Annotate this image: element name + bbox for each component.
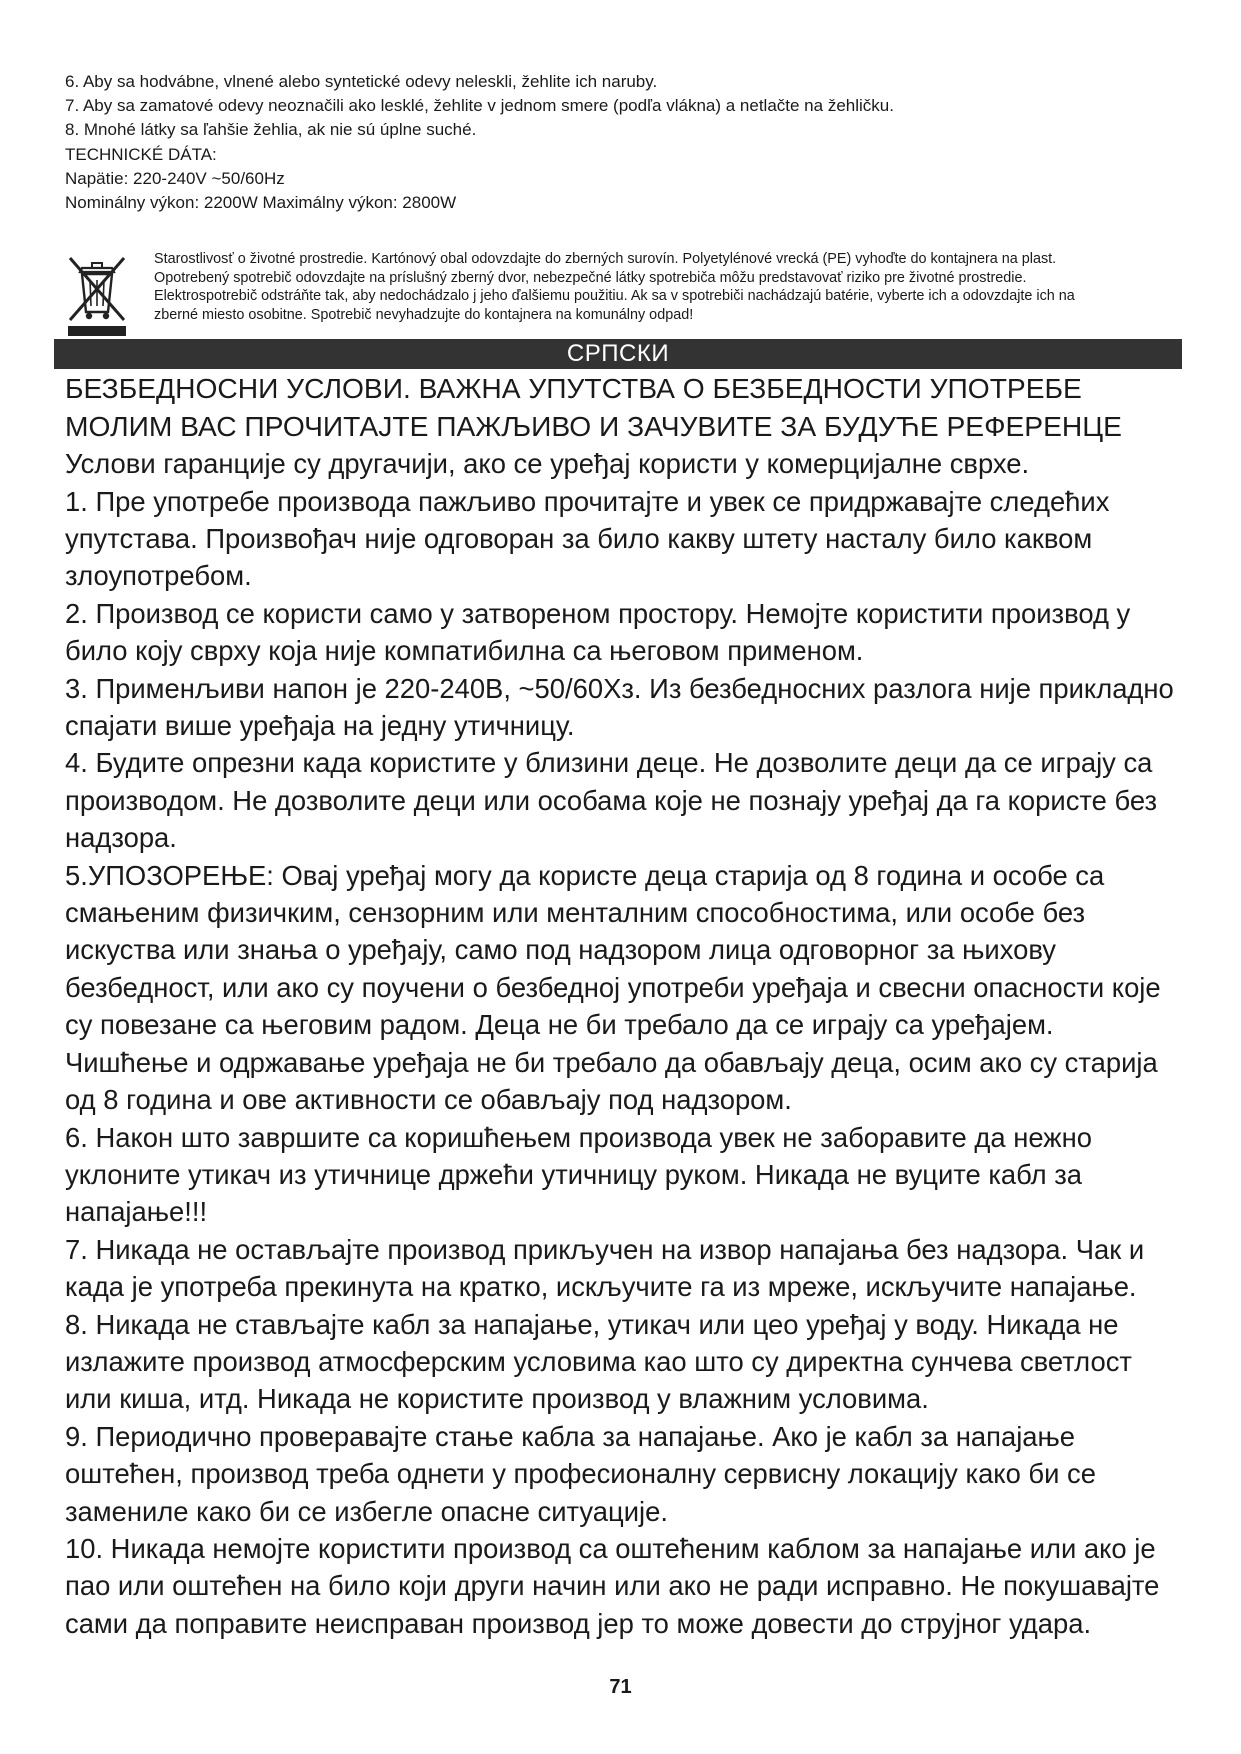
environment-line: Opotrebený spotrebič odovzdajte na príslušný zberný dvor, nebezpečné látky spotrebiča môžu predstavovať riziko pre životné prostredie. — [154, 269, 1027, 286]
instruction-line: спајати више уређаја на једну утичницу. — [65, 710, 575, 742]
slovak-line: 6. Aby sa hodvábne, vlnené alebo syntetické odevy neleskli, žehlite ich naruby. — [65, 72, 658, 91]
section-heading: МОЛИМ ВАС ПРОЧИТАЈТЕ ПАЖЉИВО И ЗАЧУВИТЕ ЗА БУДУЋЕ РЕФЕРЕНЦЕ — [65, 409, 1122, 442]
instruction-line: напајање!!! — [65, 1196, 208, 1228]
instruction-line: 2. Производ се користи само у затвореном простору. Немојте користити производ у — [65, 597, 1131, 629]
instruction-line: надзора. — [65, 822, 177, 854]
instruction-line: 4. Будите опрезни када користите у близини деце. Не дозволите деци да се играју са — [65, 747, 1153, 779]
instruction-line: смањеним физичким, сензорним или менталним способностима, или особе без — [65, 897, 1086, 929]
environment-line: Elektrospotrebič odstráňte tak, aby nedochádzalo j jeho ďalšiemu použitiu. Ak sa v spotrebiči nachádzajú batérie, vyberte ich a odovzdajte ich na — [154, 288, 1075, 305]
instruction-line: Услови гаранције су другачији, ако се уређај користи у комерцијалне сврхе. — [65, 448, 1030, 480]
instruction-line: 5.УПОЗОРЕЊЕ: Овај уређај могу да користе деца старија од 8 година и особе са — [65, 859, 1105, 891]
crossed-out-wheelie-bin-icon — [62, 250, 132, 338]
instruction-line: када је употреба прекинута на кратко, искључите га из мреже, искључите напајање. — [65, 1271, 1137, 1303]
instruction-line: излажите производ атмосферским условима као што су директна сунчева светлост — [65, 1345, 1132, 1377]
slovak-line: 7. Aby sa zamatové odevy neoznačili ako lesklé, žehlite v jednom smere (podľa vlákna) a netlačte na žehličku. — [65, 96, 894, 116]
instruction-line: производом. Не дозволите деци или особама које не познају уређај да га користе без — [65, 784, 1158, 816]
slovak-line: 8. Mnohé látky sa ľahšie žehlia, ak nie sú úplne suché. — [65, 120, 477, 140]
environment-notice — [58, 248, 1188, 338]
instruction-line: пао или оштећен на било који други начин или ако не ради исправно. Не покушавајте — [65, 1570, 1160, 1602]
instruction-line: оштећен, производ треба однети у професионалну сервисну локацију како би се — [65, 1458, 1096, 1490]
instruction-line: искуства или знања о уређају, само под надзором лица одговорног за њихову — [65, 934, 1056, 966]
voltage-spec: Napätie: 220-240V ~50/60Hz — [65, 168, 285, 188]
instruction-line: 10. Никада немојте користити производ са оштећеним каблом за напајање или ако је — [65, 1532, 1156, 1564]
instruction-line: 7. Никада не остављајте производ прикључен на извор напајања без надзора. Чак и — [65, 1233, 1145, 1265]
instruction-line: 3. Применљиви напон је 220-240В, ~50/60Хз. Из безбедносних разлога није прикладно — [65, 672, 1174, 704]
instruction-line: сами да поправите неисправан производ јер то може довести до струјног удара. — [65, 1607, 1092, 1639]
instruction-line: 8. Никада не стављајте кабл за напајање, утикач или цео уређај у воду. Никада не — [65, 1308, 1119, 1340]
instruction-line: Чишћење и одржавање уређаја не би требало да обављају деца, осим ако су старија — [65, 1046, 1158, 1078]
instruction-line: или киша, итд. Никада не користите производ у влажним условима. — [65, 1383, 929, 1415]
serbian-safety-instructions — [65, 370, 1195, 1642]
instruction-line: безбедност, или ако су поучени о безбедној употреби уређаја и свесни опасности које — [65, 971, 1161, 1003]
instruction-line: 1. Пре употребе производа пажљиво прочитајте и увек се придржавајте следећих — [65, 485, 1110, 517]
instruction-line: 9. Периодично проверавајте стање кабла за напајање. Ако је кабл за напајање — [65, 1420, 1076, 1452]
instruction-line: замениле како би се избегле опасне ситуације. — [65, 1495, 668, 1527]
technical-data-title: TECHNICKÉ DÁTA: — [65, 144, 217, 164]
power-spec: Nominálny výkon: 2200W Maximálny výkon: 2800W — [65, 193, 457, 213]
instruction-line: било коју сврху која није компатибилна са његовом применом. — [65, 635, 864, 667]
section-heading: БЕЗБЕДНОСНИ УСЛОВИ. ВАЖНА УПУТСТВА О БЕЗБЕДНОСТИ УПОТРЕБЕ — [65, 372, 1082, 404]
environment-line: Starostlivosť o životné prostredie. Kartónový obal odovzdajte do zberných surovín. Polyetylénové vrecká (PE) vyhoďte do kontajnera na plast. — [154, 251, 1057, 267]
instruction-line: упутстава. Произвођач није одговоран за било какву штету насталу било каквом — [65, 523, 1093, 554]
environment-line: zberné miesto osobitne. Spotrebič nevyhadzujte do kontajnera na komunálny odpad! — [154, 306, 694, 323]
instruction-line: злоупотребом. — [65, 560, 252, 592]
slovak-ironing-tips — [65, 70, 1165, 215]
language-section-bar — [54, 339, 1182, 369]
instruction-line: 6. Након што завршите са коришћењем производа увек не заборавите да нежно — [65, 1121, 1092, 1153]
page-number: 71 — [609, 1676, 632, 1698]
language-label: СРПСКИ — [566, 340, 670, 367]
instruction-line: уклоните утикач из утичнице држећи утичницу руком. Никада не вуците кабл за — [65, 1158, 1082, 1190]
instruction-line: од 8 година и ове активности се обављају под надзором. — [65, 1084, 792, 1116]
instruction-line: су повезане са његовим радом. Деца не би требало да се играју са уређајем. — [65, 1009, 1054, 1041]
